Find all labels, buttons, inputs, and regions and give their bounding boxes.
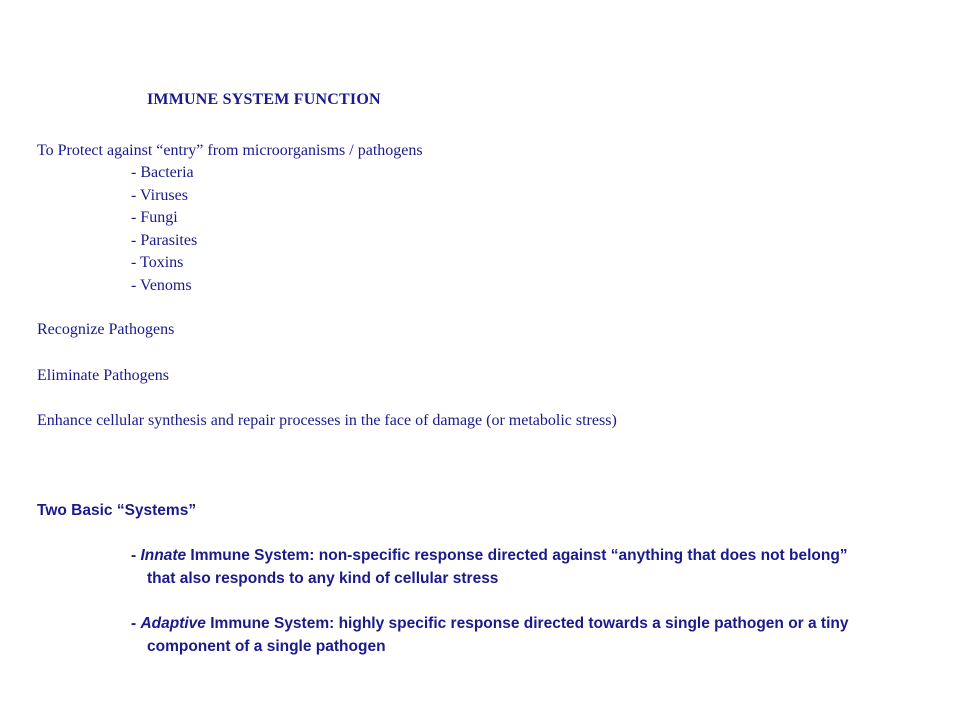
slide-title: IMMUNE SYSTEM FUNCTION bbox=[147, 91, 381, 108]
innate-prefix: - bbox=[131, 547, 141, 564]
protect-heading: To Protect against “entry” from microorganisms / pathogens bbox=[37, 142, 423, 159]
pathogen-item: - Viruses bbox=[131, 187, 188, 204]
innate-system-line2: that also responds to any kind of cellular stress bbox=[147, 570, 499, 587]
adaptive-prefix: - bbox=[131, 615, 141, 632]
innate-term: Innate bbox=[140, 547, 187, 564]
enhance-item: Enhance cellular synthesis and repair processes in the face of damage (or metabolic stress) bbox=[37, 412, 617, 429]
pathogen-item: - Fungi bbox=[131, 209, 178, 226]
innate-system-line1 bbox=[131, 546, 848, 566]
innate-description: Immune System: non-specific response directed against “anything that does not belong” bbox=[186, 547, 848, 564]
adaptive-description: Immune System: highly specific response directed towards a single pathogen or a tiny bbox=[205, 615, 849, 632]
adaptive-system-line2: component of a single pathogen bbox=[147, 638, 386, 655]
systems-heading: Two Basic “Systems” bbox=[37, 502, 197, 519]
adaptive-system-line1 bbox=[131, 614, 848, 634]
eliminate-item: Eliminate Pathogens bbox=[37, 367, 169, 384]
pathogen-item: - Parasites bbox=[131, 232, 198, 249]
pathogen-item: - Bacteria bbox=[131, 164, 194, 181]
pathogen-item: - Venoms bbox=[131, 277, 192, 294]
recognize-item: Recognize Pathogens bbox=[37, 321, 175, 338]
adaptive-term: Adaptive bbox=[140, 615, 206, 632]
pathogen-item: - Toxins bbox=[131, 254, 184, 271]
